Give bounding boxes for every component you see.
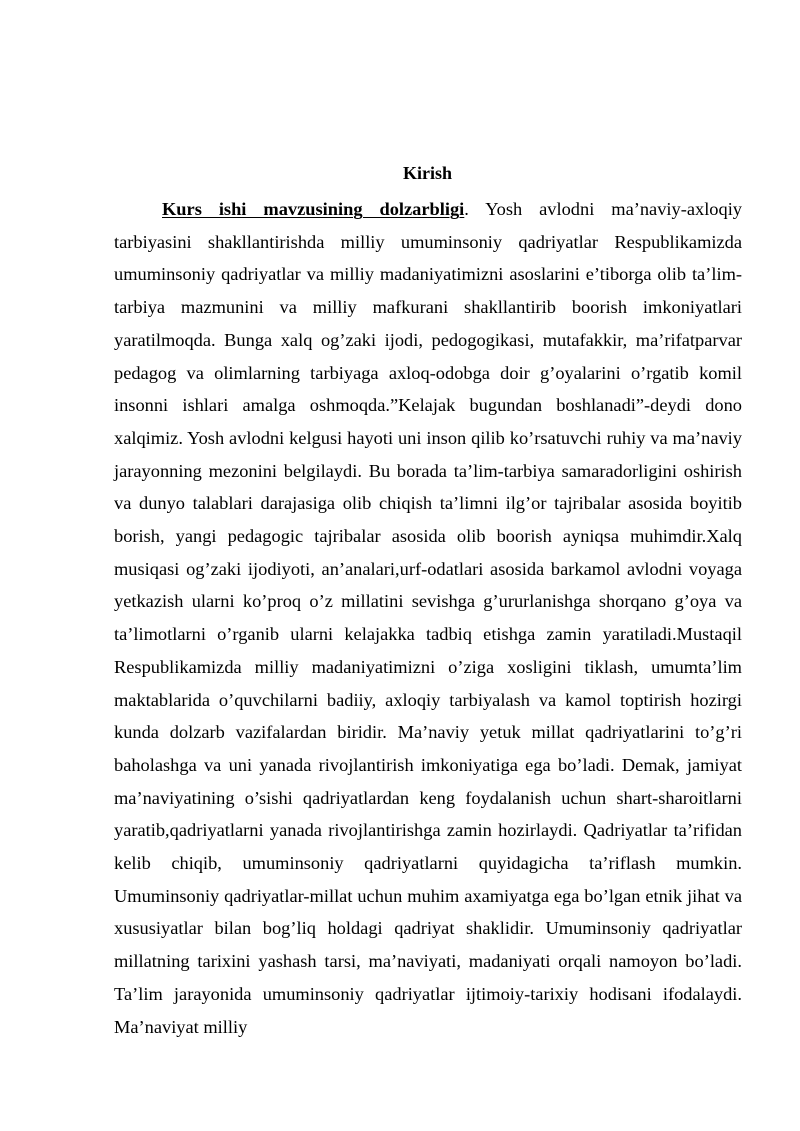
lead-punctuation: . xyxy=(464,199,469,219)
section-heading: Kirish xyxy=(402,163,452,183)
paragraph-text: Yosh avlodni ma’naviy-axloqiy tarbiyasini shakllantirishda milliy umuminsoniy qadriyatlar Respublikamizda umuminsoniy qadriyatlar va milliy madaniyatimizni asoslarini e’tiborga olib ta’lim-tarbiya mazmunini va milliy mafkurani shakllantirib boorish imkoniyatlari yaratilmoqda. Bunga xalq og’zaki ijodi, pedogogikasi, mutafakkir, ma’rifatparvar pedagog va olimlarning tarbiyaga axloq-odobga doir g’oyalarini o’rgatib komil insonni ishlari amalga oshmoqda.”Kelajak bugundan boshlanadi”-deydi dono xalqimiz. Yosh avlodni kelgusi hayoti uni inson qilib ko’rsatuvchi ruhiy va ma’naviy jarayonning mezonini belgilaydi. Bu borada ta’lim-tarbiya samaradorligini oshirish va dunyo talablari darajasiga olib chiqish ta’limni ilg’or tajribalar asosida boyitib borish, yangi pedagogic tajribalar asosida olib boorish ayniqsa muhimdir.Xalq musiqasi og’zaki ijodiyoti, an’analari,urf-odatlari asosida barkamol avlodni voyaga yetkazish ularni ko’proq o’z millatini sevishga g’ururlanishga shorqano g’oya va ta’limotlarni o’rganib ularni kelajakka tadbiq etishga zamin yaratiladi.Mustaqil Respublikamizda milliy madaniyatimizni o’ziga xosligini tiklash, umumta’lim maktablarida o’quvchilarni badiiy, axloqiy tarbiyalash va kamol toptirish hozirgi kunda dolzarb vazifalardan biridir. Ma’naviy yetuk millat qadriyatlarini to’g’ri baholashga va uni yanada rivojlantirish imkoniyatiga ega bo’ladi. Demak, jamiyat ma’naviyatining o’sishi qadriyatlardan keng foydalanish uchun shart-sharoitlarni yaratib,qadriyatlarni yanada rivojlantirishga zamin hozirlaydi. Qadriyatlar ta’rifidan kelib chiqib, umuminsoniy qadriyatlarni quyidagicha ta’riflash mumkin. Umuminsoniy qadriyatlar-millat uchun muhim axamiyatga ega bo’lgan etnik jihat va xususiyatlar bilan bog’liq holdagi qadriyat shaklidir. Umuminsoniy qadriyatlar millatning tarixini yashash tarsi, ma’naviyati, madaniyati orqali namoyon bo’ladi. Ta’lim jarayonida umuminsoniy qadriyatlar ijtimoiy-tarixiy hodisani ifodalaydi. Ma’naviyat milliy xyxy=(114,199,743,1037)
body-paragraph xyxy=(114,193,742,1043)
lead-title: Kurs ishi mavzusining dolzarbligi xyxy=(162,199,465,219)
